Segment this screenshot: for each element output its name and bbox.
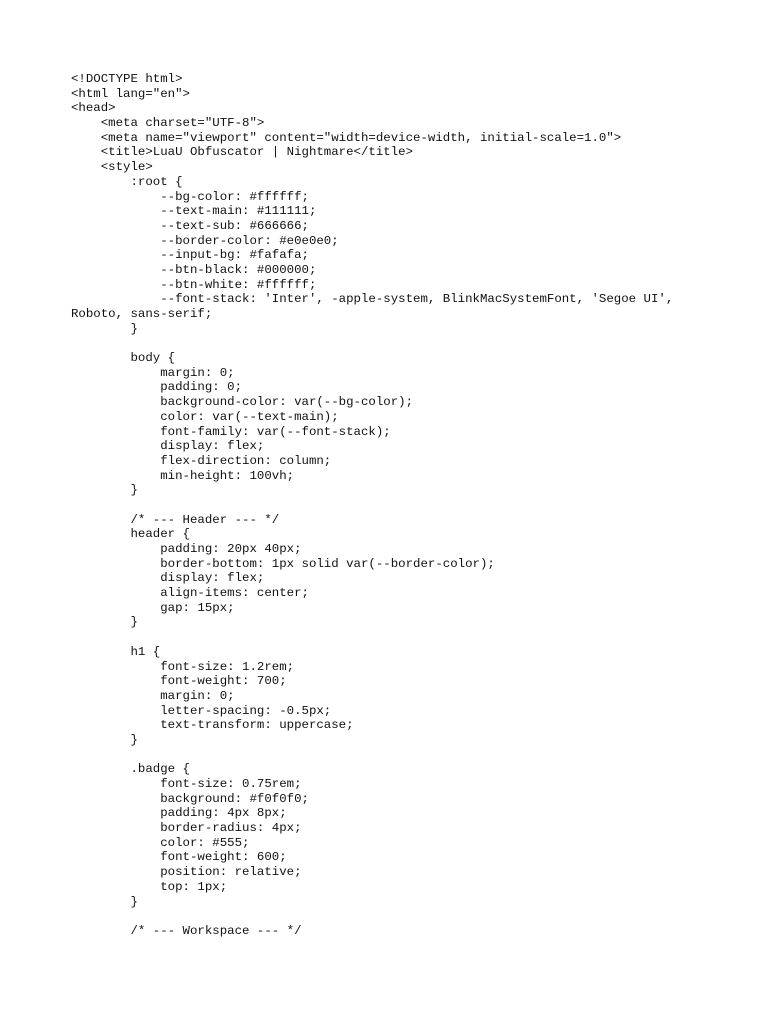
code-line: <head> <box>71 101 116 116</box>
code-line: flex-direction: column; <box>71 453 332 468</box>
code-line: } <box>71 615 138 630</box>
code-line: .badge { <box>71 762 190 777</box>
code-line: --btn-white: #ffffff; <box>71 277 317 292</box>
code-line: header { <box>71 527 190 542</box>
code-line: <title>LuaU Obfuscator | Nightmare</title> <box>71 145 414 160</box>
code-line: body { <box>71 351 176 366</box>
code-line: padding: 20px 40px; <box>71 542 302 556</box>
code-listing <box>71 72 711 939</box>
code-line: background: #f0f0f0; <box>71 791 309 806</box>
code-line: } <box>71 483 138 498</box>
code-line: font-weight: 600; <box>71 850 287 865</box>
code-line: } <box>71 894 138 909</box>
code-line: /* --- Header --- */ <box>71 512 280 527</box>
code-line: --btn-black: #000000; <box>71 262 317 277</box>
code-line: Roboto, sans-serif; <box>71 307 213 321</box>
code-line: } <box>71 732 138 747</box>
code-line <box>71 909 711 924</box>
code-line: font-family: var(--font-stack); <box>71 424 391 439</box>
code-line: :root { <box>71 174 183 189</box>
code-line <box>71 498 711 513</box>
code-line: <html lang="en"> <box>71 86 190 101</box>
code-line: display: flex; <box>71 571 265 586</box>
code-line: gap: 15px; <box>71 600 235 615</box>
code-line: --text-main: #111111; <box>71 204 317 219</box>
code-line: padding: 0; <box>71 380 243 395</box>
code-line: <meta name="viewport" content="width=device-width, initial-scale=1.0"> <box>71 130 622 145</box>
code-line: } <box>71 321 138 336</box>
code-line: h1 { <box>71 644 161 659</box>
code-line: font-size: 0.75rem; <box>71 777 302 791</box>
code-line: color: var(--text-main); <box>71 409 339 424</box>
code-line: align-items: center; <box>71 586 309 601</box>
code-line: display: flex; <box>71 439 265 454</box>
code-line: background-color: var(--bg-color); <box>71 395 414 410</box>
code-line: --bg-color: #ffffff; <box>71 189 309 204</box>
code-line: border-bottom: 1px solid var(--border-color); <box>71 556 495 571</box>
code-line: <style> <box>71 160 153 175</box>
code-line <box>71 630 711 645</box>
code-line: /* --- Workspace --- */ <box>71 923 302 938</box>
code-line: text-transform: uppercase; <box>71 718 354 733</box>
code-line: <meta charset="UTF-8"> <box>71 116 265 131</box>
code-line: margin: 0; <box>71 365 235 380</box>
code-line: padding: 4px 8px; <box>71 806 287 821</box>
code-line <box>71 748 711 763</box>
code-line: min-height: 100vh; <box>71 468 295 483</box>
code-line: --font-stack: 'Inter', -apple-system, BlinkMacSystemFont, 'Segoe UI', <box>71 292 674 307</box>
code-line: font-weight: 700; <box>71 674 287 689</box>
code-line: position: relative; <box>71 865 302 880</box>
code-line: --border-color: #e0e0e0; <box>71 233 339 248</box>
code-line: color: #555; <box>71 835 250 850</box>
code-line: border-radius: 4px; <box>71 821 302 836</box>
code-line: margin: 0; <box>71 688 235 703</box>
code-line: <!DOCTYPE html> <box>71 72 183 86</box>
code-line: letter-spacing: -0.5px; <box>71 703 332 718</box>
code-line: top: 1px; <box>71 879 228 894</box>
code-line: --text-sub: #666666; <box>71 218 309 233</box>
code-line <box>71 336 711 351</box>
code-line: --input-bg: #fafafa; <box>71 248 309 263</box>
code-line: font-size: 1.2rem; <box>71 659 295 674</box>
